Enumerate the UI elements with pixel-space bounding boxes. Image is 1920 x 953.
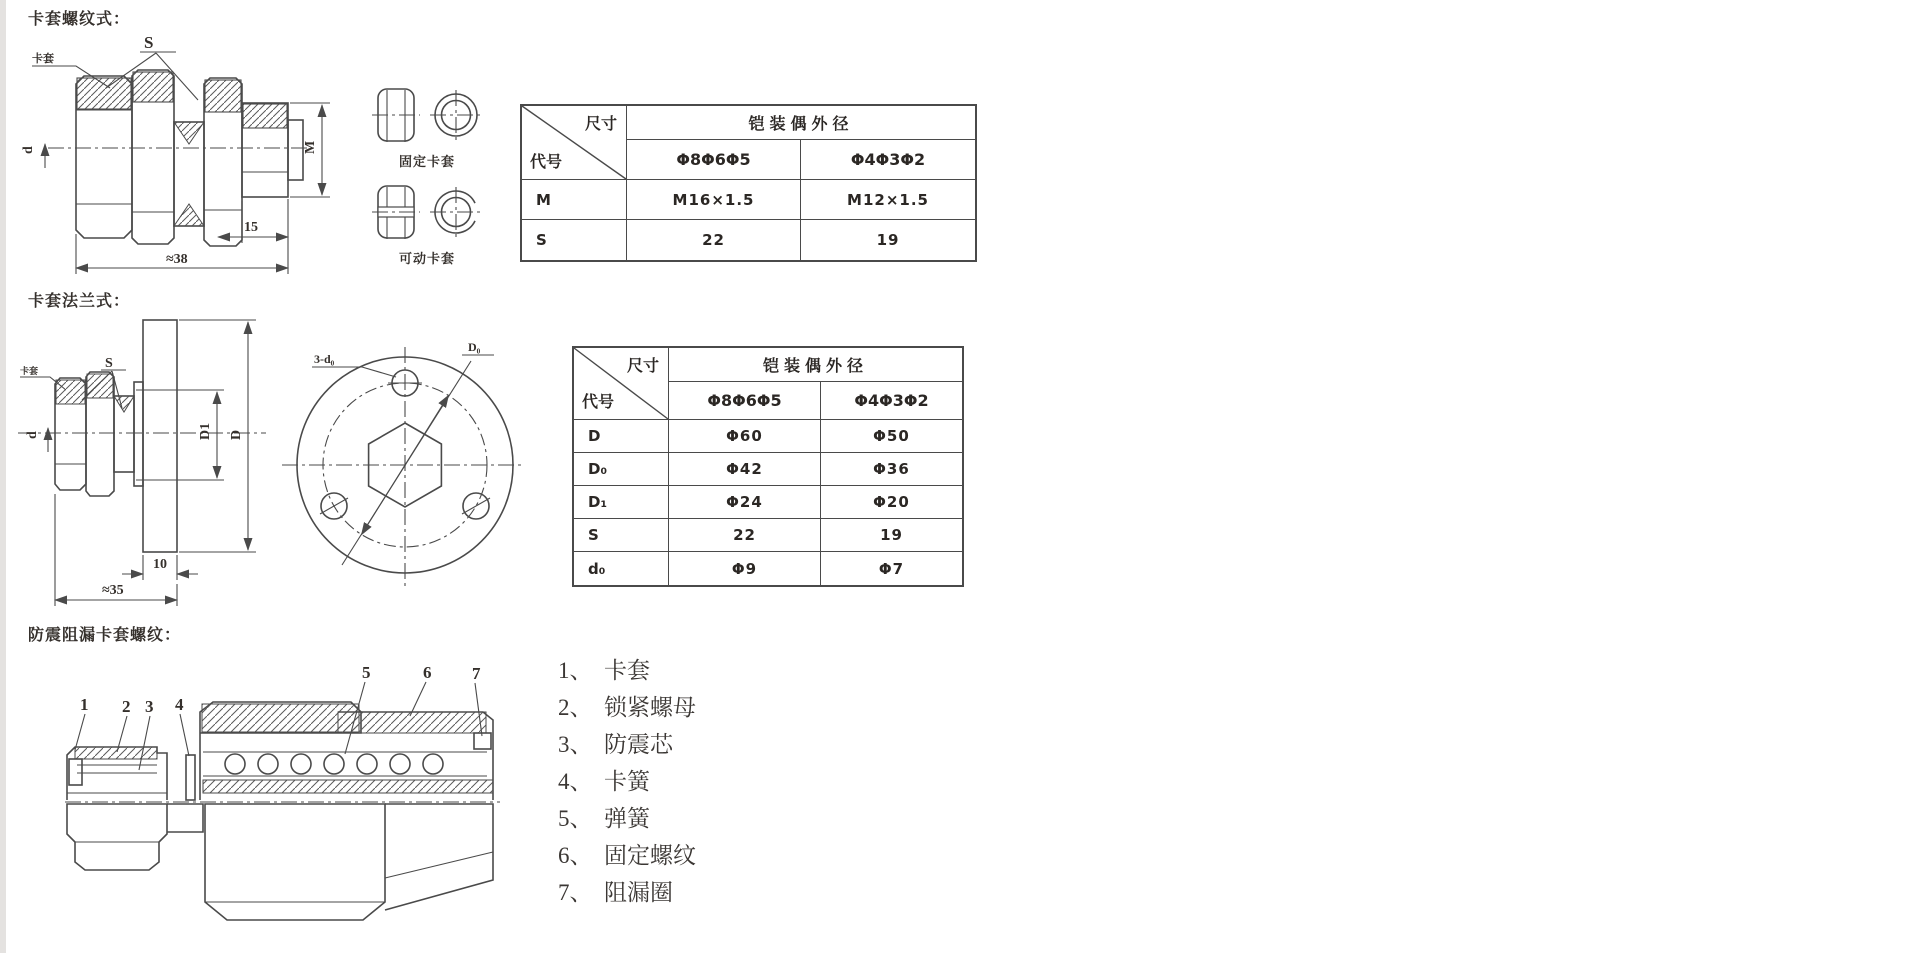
col-phi3: Φ3 [879,391,904,410]
ferrule-callout-label: 卡套 [32,53,54,65]
table1-row-M-value1: M16×1.5 [627,180,801,220]
table2-row-S-label: S [574,519,669,552]
col-phi4: Φ4 [850,150,876,169]
table1-group2-header [801,140,975,180]
thread-size-table [520,104,977,262]
callout-1: 1 [80,695,89,714]
corner-size-label: 尺寸 [626,356,659,375]
col-phi8: Φ8 [676,150,702,169]
table2-row-D1-value1: Φ24 [669,486,821,519]
table1-row-M-label: M [522,180,627,220]
table2-row-D0-value1: Φ42 [669,453,821,486]
table1-corner-cell [522,106,627,180]
parts-list-item [558,872,696,909]
table2-row-d0-label: d₀ [574,552,669,585]
table2-row-S-value2: 19 [821,519,962,552]
table2-row-S-value1: 22 [669,519,821,552]
parts-list-item [558,687,696,724]
dim-label-d: d [25,431,40,439]
part-name: 阻漏圈 [604,880,673,905]
fixed-ferrule-icons [364,86,490,144]
parts-list-item [558,761,696,798]
parts-list [558,650,696,909]
table1-row-S-value1: 22 [627,220,801,260]
callout-2: 2 [122,697,131,716]
col-phi2: Φ2 [900,150,926,169]
callout-3: 3 [145,697,154,716]
dim-label-d: d [21,146,36,154]
parts-list-item [558,650,696,687]
table1-span-header: 铠装偶外径 [627,106,975,140]
dim-label-D1: D1 [198,422,213,440]
table2-row-d0-value1: Φ9 [669,552,821,585]
holes-count-label: 3-d₀ [314,352,335,366]
col-phi2: Φ2 [903,391,929,410]
table2-row-D-value2: Φ50 [821,420,962,453]
callout-4: 4 [175,695,184,714]
dim-label-M: M [303,140,318,154]
table2-row-D0-value2: Φ36 [821,453,962,486]
part-number: 3、 [558,732,593,757]
dim-label-S: S [105,356,113,371]
part-name: 弹簧 [604,806,650,831]
dim-label-38: ≈38 [166,252,188,267]
table1-group1-header [627,140,801,180]
col-phi5: Φ5 [725,150,751,169]
section-title-thread-type: 卡套螺纹式： [28,11,131,28]
corner-code-label: 代号 [582,392,615,411]
dim-label-D: D [229,429,244,440]
section-title-flange-type: 卡套法兰式： [28,293,131,310]
drawing-ferrule-flange-side [10,312,280,620]
part-number: 5、 [558,806,593,831]
col-phi8: Φ8 [707,391,733,410]
section-title-antivibration: 防震阻漏卡套螺纹： [28,627,182,644]
part-number: 1、 [558,658,593,683]
callout-6: 6 [423,663,432,682]
fixed-ferrule-label: 固定卡套 [398,154,455,169]
dim-label-15: 15 [244,220,258,235]
flange-size-table [572,346,964,587]
parts-list-item [558,724,696,761]
drawing-flange-front-view [272,333,530,605]
table1-row-S-label: S [522,220,627,260]
dim-label-35: ≈35 [102,583,124,598]
table2-group2-header [821,382,962,420]
table2-corner-cell [574,348,669,420]
col-phi6: Φ6 [701,150,726,169]
scan-edge-band [0,0,6,953]
part-number: 4、 [558,769,593,794]
part-name: 卡簧 [604,769,650,794]
legend-movable-ferrule [362,183,492,267]
part-number: 2、 [558,695,593,720]
movable-ferrule-icons [364,183,490,241]
corner-code-label: 代号 [530,152,563,171]
part-name: 固定螺纹 [604,843,696,868]
part-name: 防震芯 [604,732,673,757]
table2-row-D0-label: D₀ [574,453,669,486]
drawing-antivibration-coupling [55,652,545,952]
corner-size-label: 尺寸 [584,114,617,133]
drawing-ferrule-thread-fitting [14,26,349,302]
col-phi4: Φ4 [854,391,880,410]
table2-row-D1-value2: Φ20 [821,486,962,519]
ferrule-callout-label: 卡套 [20,366,39,376]
dim-label-S: S [144,33,154,52]
bolt-circle-dia-label: D₀ [468,340,481,354]
part-number: 7、 [558,880,593,905]
table1-row-M-value2: M12×1.5 [801,180,975,220]
callout-7: 7 [472,664,481,683]
table2-row-D-value1: Φ60 [669,420,821,453]
table2-row-d0-value2: Φ7 [878,559,905,578]
table1-row-S-value2: 19 [876,231,900,249]
parts-list-item [558,835,696,872]
movable-ferrule-label: 可动卡套 [398,251,455,266]
table2-row-D1-label: D₁ [574,486,669,519]
part-name: 卡套 [604,658,650,683]
dim-label-10: 10 [153,557,167,572]
col-phi6: Φ6 [732,391,757,410]
parts-list-item [558,798,696,835]
callout-5: 5 [362,663,371,682]
col-phi3: Φ3 [875,150,901,169]
part-name: 锁紧螺母 [604,695,696,720]
table2-row-D-label: D [574,420,669,453]
col-phi5: Φ5 [756,391,782,410]
table2-group1-header [669,382,821,420]
legend-fixed-ferrule [362,86,492,170]
table2-span-header: 铠装偶外径 [669,348,962,382]
part-number: 6、 [558,843,593,868]
